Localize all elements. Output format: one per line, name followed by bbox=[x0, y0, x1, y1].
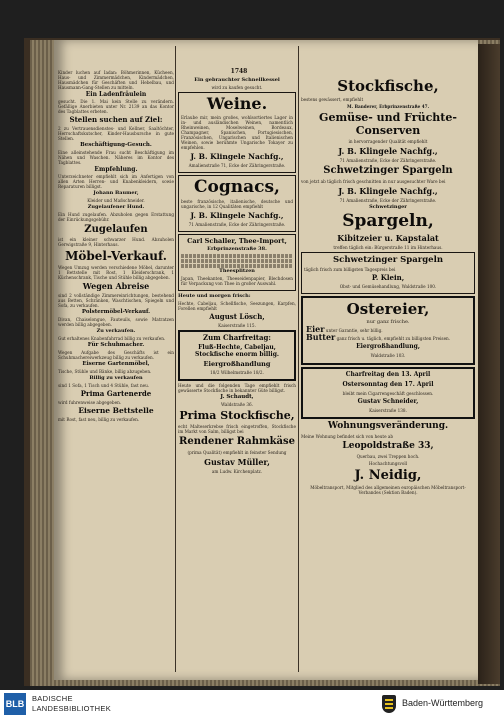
ad-subline: Waldstraße 103. bbox=[370, 353, 406, 358]
ad-text: Querbau, zwei Treppen hoch. bbox=[356, 454, 420, 459]
ad-heading: Für Schuhmacher. bbox=[87, 342, 145, 348]
ad-heading: Zu verkaufen. bbox=[96, 328, 136, 334]
ad-heading: Empfehlung. bbox=[94, 166, 138, 173]
ad-signature: Eiergroßhandlung bbox=[203, 360, 271, 368]
ad-text: Heute und die folgenden Tage empfiehlt frisch gewässerte Stockfische in bekannter Güte billigst. bbox=[178, 383, 296, 393]
ad-heading: Weine. bbox=[206, 94, 268, 113]
ad-text: echt Malteserkrebse frisch eingetroffen, Stockfische im Markt von Salm, billigst bei bbox=[178, 424, 296, 434]
ad-text: Fluß-Hechte, Cabeljau, Stockfische enorm billig. bbox=[195, 344, 279, 358]
ad-text: wird fuhrenweise abgegeben. bbox=[58, 400, 122, 405]
footer-bar bbox=[0, 690, 504, 721]
ad-heading: Ein gebrauchter Schnellkessel bbox=[194, 77, 280, 83]
ad-text: gesucht. Die 1. Mai kein Stelle zu verändern. Gefällige Anerbieten unter Nr. 2139 an das Kontor des Tagblattes erbeten. bbox=[58, 99, 174, 114]
ad-heading: Möbel-Verkauf. bbox=[65, 249, 167, 263]
ad-heading: Carl Schaller, Thee-Import, bbox=[187, 237, 287, 245]
ad-text: Divan, Chaiselongue, Fauteuils, sowie Matratzen werden billig abgegeben. bbox=[58, 317, 174, 327]
ad-text: Ein Hund zugelaufen. Abzuholen gegen Erstattung der Einrückungsgebühr. bbox=[58, 212, 174, 222]
column-middle bbox=[178, 78, 296, 672]
ad-heading: Beschäftigung-Gesuch. bbox=[80, 142, 152, 148]
ad-heading: Rendener Rahmkäse bbox=[179, 436, 295, 447]
ad-subline: Waldstraße 36. bbox=[220, 402, 254, 407]
newspaper-page bbox=[54, 40, 478, 680]
ad-text: Hochachtungsvoll bbox=[368, 461, 408, 466]
ad-signature: J. Schaudt, bbox=[220, 394, 254, 400]
ad-text: bleibt mein Cigarrengeschäft geschlossen. bbox=[342, 391, 434, 396]
ad-heading: Spargeln, bbox=[342, 211, 434, 231]
ad-heading: Eiserne Gartenmöbel, bbox=[82, 361, 150, 367]
ad-signature: J. B. Klingele Nachfg., bbox=[190, 211, 284, 220]
ad-signature: Eiergroßhandlung, bbox=[356, 343, 420, 350]
ad-signature: P. Klein, bbox=[371, 273, 405, 282]
ad-heading: Polstermöbel-Verkauf. bbox=[81, 309, 151, 315]
ad-text: Eine alleinstehende Frau sucht Beschäftigung im Nähen und Waschen. Näheres im Kontor des Tagblattes. bbox=[58, 150, 174, 165]
ad-text: täglich frisch zum billigsten Tagespreis bei bbox=[304, 267, 396, 272]
ad-heading: Cognacs, bbox=[194, 177, 280, 197]
price-list-line bbox=[181, 264, 293, 268]
ad-text: ganz frisch u. täglich, empfiehlt zu billigsten Preisen. bbox=[336, 336, 451, 341]
ad-heading: Heute und morgen frisch: bbox=[178, 293, 251, 299]
ad-text: in hervorragender Qualität empfiehlt bbox=[348, 139, 428, 144]
ad-subline: Kaiserstraße 115. bbox=[218, 323, 256, 328]
ad-text: Gut erhaltenes Knabenfahrrad billig zu verkaufen. bbox=[58, 336, 166, 341]
ad-heading: Wegen Abreise bbox=[82, 281, 150, 291]
ad-signature: J. B. Klingele Nachfg., bbox=[338, 146, 438, 156]
ad-signature: Gustav Müller, bbox=[204, 457, 270, 467]
ad-subline: Obst- und Gemüsehandlung, Waldstraße 100. bbox=[339, 284, 437, 289]
ad-text: Hechte, Cabeljau, Schellfische, Seezungen, Karpfen, Forellen empfiehlt bbox=[178, 301, 296, 311]
ad-heading: Prima Stockfische, bbox=[179, 409, 295, 422]
state-name[interactable]: Baden-Württemberg bbox=[402, 698, 484, 708]
ad-heading: Gemüse- und Früchte-Conserven bbox=[319, 111, 457, 137]
ad-subline: Kaiserstraße 138. bbox=[369, 408, 407, 413]
column-rule bbox=[298, 46, 299, 672]
ad-heading: Leopoldstraße 33, bbox=[342, 441, 434, 451]
ad-text: (prima Qualität) empfiehlt in feinster Sendung bbox=[187, 450, 287, 455]
ad-heading: Eiserne Bettstelle bbox=[78, 406, 154, 415]
ad-heading: Stockfische, bbox=[337, 77, 439, 95]
ad-heading: Wohnungsveränderung. bbox=[327, 421, 449, 431]
ad-text: beste französische, italienische, deutsche und ungarische, in 12 Qualitäten empfiehlt bbox=[181, 199, 293, 209]
ad-subline: 71 Amalienstraße, Ecke der Zähringerstraße. bbox=[339, 198, 437, 203]
ad-text: sind 1 Sofa, 1 Tisch und 4 Stühle, fast neu. bbox=[58, 383, 150, 388]
ad-subline: am Ludw. Kirchenplatz. bbox=[211, 469, 263, 474]
ad-heading: Ostereier, bbox=[346, 300, 430, 318]
ad-text: mit Rost, fast neu, billig zu verkaufen. bbox=[58, 417, 140, 422]
ad-heading: Billig zu verkaufen bbox=[89, 375, 143, 381]
column-left bbox=[58, 70, 174, 672]
ad-signature: August Lösch, bbox=[209, 312, 265, 321]
ad-heading: Ein Ladenfräulein bbox=[85, 91, 147, 98]
ad-text: Kinder luchen auf Iadan: Böhmerinnen, Kücheen, Haus- und Zimmermädchen, Kindermädchen, Hausmädchen für Geschäften und Hebelbau, und Hausmann-Gang-Stellen zu mitteln. bbox=[58, 70, 174, 90]
ad-subline: Kleider und Maßschneider. bbox=[87, 198, 145, 203]
ad-heading: Zugelaufener Hund. bbox=[87, 204, 145, 210]
ad-text: Wegen Umzug werden verschiedene Möbel, darunter 1 Bettstelle mit Rost, 1 Kleiderschrank, 1 Küchenschrank, Tische und Stühle billig abgegeben. bbox=[58, 265, 174, 280]
column-right bbox=[301, 78, 475, 672]
ad-heading: Schwetzinger bbox=[369, 204, 407, 210]
ad-heading: Stellen suchen auf Ziel: bbox=[69, 115, 163, 124]
blb-logo[interactable]: BLB bbox=[4, 693, 26, 715]
ad-signature: J. B. Klingele Nachfg., bbox=[190, 152, 284, 161]
ad-heading: Schwetzinger Spargeln bbox=[333, 255, 443, 265]
ad-subline: 18/2 Wilhelmstraße 18/2. bbox=[210, 370, 264, 375]
ad-signature: Gustav Schneider, bbox=[357, 398, 419, 405]
price-list-line bbox=[181, 259, 293, 263]
ad-text: Unterzeichneter empfiehlt sich im Anfertigen von allen Arten Herren- und Knabenkleidern, sowie Reparaturen billigst. bbox=[58, 174, 174, 189]
ad-signature: J. B. Klingele Nachfg., bbox=[338, 186, 438, 196]
ad-text: Meine Wohnung befindet sich von heute ab bbox=[301, 434, 394, 439]
ad-subline: Erbprinzenstraße 38. bbox=[207, 246, 267, 252]
ad-text: Tische, Stühle und Bänke, billig abzugeben. bbox=[58, 369, 152, 374]
book-right-edge bbox=[478, 44, 500, 684]
ad-heading: Butter bbox=[306, 332, 336, 342]
ad-signature: Johann Baumer, bbox=[93, 190, 139, 196]
ad-text: von jetzt ab täglich frisch geschnitten in nur ausgesuchter Ware bei bbox=[301, 179, 446, 184]
ad-text: nur ganz frische. bbox=[366, 319, 410, 325]
ad-text: ist ein kleiner schwarzer Hund. Abzuholen Gerwigstraße 9, Hinterhaus. bbox=[58, 237, 174, 247]
ad-text: wird zu kaufen gesucht. bbox=[211, 85, 263, 90]
ad-text: Erlaube mir, mein großes, wohlsortiertes Lager in in- und ausländischen Weinen, namentlich Rheinweinen, Moselweinen, Bordeaux, Champagner, Spanischen, Portugiesischen, Französischen, Ungarischen und Italienischen Weinen, sowie berühmte Ungarische Tokayer zu empfehlen. bbox=[181, 115, 293, 150]
ad-text: sind 2 vollständige Zimmereinrichtungen, bestehend aus Betten, Schränken, Waschtischen, Spiegeln und Sofa, zu verkaufen. bbox=[58, 293, 174, 308]
page-number: 1748 bbox=[230, 68, 248, 75]
ad-subline: Amalienstraße 71, Ecke der Zähringerstraße. bbox=[188, 163, 286, 168]
ad-heading: Zum Charfreitag: bbox=[203, 333, 271, 342]
ad-subline: Möbeltransport, Mitglied des allgemeinen europäischen Möbeltransport-Verbandes (Sektion Baden). bbox=[310, 485, 466, 495]
library-name-line1: BADISCHE bbox=[32, 694, 73, 703]
ad-subline: 71 Amalienstraße, Ecke der Zähringerstraße. bbox=[188, 222, 286, 227]
ad-heading: Ostersonntag den 17. April bbox=[342, 381, 434, 388]
ad-signature: J. Neidig, bbox=[354, 468, 422, 483]
ad-text: bestens gewässert, empfiehlt bbox=[301, 97, 364, 102]
ad-heading: Theesplitzen bbox=[219, 268, 255, 274]
ad-heading: Zugelaufen bbox=[84, 224, 148, 235]
ad-subline: 71 Amalienstraße, Ecke der Zähringerstraße. bbox=[339, 158, 437, 163]
ad-text: Japan, Theekanten, Theeseidenpapier, Blechdosen für Verpackung von Thee in großer Auswahl. bbox=[181, 276, 293, 286]
ad-subheading: Kibitzeier u. Kapstalat bbox=[337, 233, 439, 243]
ad-heading: Prima Gartenerde bbox=[80, 389, 152, 398]
ad-text: unter Garantie, sehr billig. bbox=[325, 328, 383, 333]
ad-text: treffen täglich ein: Bürgerstraße 11 im Hinterhaus. bbox=[333, 245, 443, 250]
ad-text: 2 zu Vertrauensdienstes- und Kellner, Saaltöchter, Herrschaftskutscher, Kinder-Hausbursche in gute Stellen. bbox=[58, 126, 174, 141]
library-name-line2: LANDESBIBLIOTHEK bbox=[32, 704, 111, 713]
ad-text: Wegen Aufgabe des Geschäfts ist ein Schuhmachereiwerkzeug billig zu verkaufen. bbox=[58, 350, 174, 360]
column-rule bbox=[175, 46, 176, 672]
library-name[interactable] bbox=[32, 694, 111, 714]
ad-heading: Charfreitag den 13. April bbox=[345, 371, 431, 378]
ad-heading: Schwetzinger Spargeln bbox=[323, 165, 453, 176]
ad-heading: Eier bbox=[306, 324, 325, 334]
price-list-line bbox=[181, 254, 293, 258]
state-crest-icon bbox=[382, 695, 396, 713]
ad-signature: M. Banderer, Erbprinzenstraße 47. bbox=[346, 104, 430, 109]
